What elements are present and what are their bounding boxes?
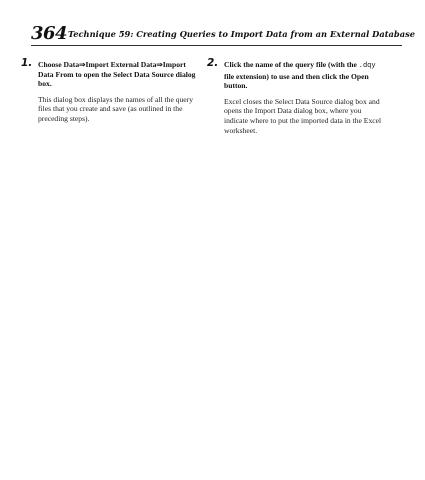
step-body: Excel closes the Select Data Source dialog box and opens the Import Data dialog box, where you indicate where to put the imported data in the Excel worksheet. xyxy=(224,96,382,135)
running-title: Technique 59: Creating Queries to Import Data from an External Database xyxy=(68,29,416,39)
step-heading: Choose Data⇒Import External Data⇒Import Data From to open the Select Data Source dialog box. xyxy=(38,60,196,89)
file-extension-code: .dqy xyxy=(358,62,376,70)
step-heading xyxy=(224,60,387,91)
step-body: This dialog box displays the names of all the query files that you create and save (as outlined in the preceding steps). xyxy=(38,94,194,123)
heading-text: Click the name of the query file (with the xyxy=(224,60,359,69)
page-header xyxy=(31,23,416,44)
step-number: 1. xyxy=(21,57,33,69)
step-number: 2. xyxy=(207,57,219,69)
step-2 xyxy=(207,57,387,135)
step-1 xyxy=(21,57,201,124)
header-rule xyxy=(31,45,402,46)
page-number: 364 xyxy=(31,23,68,44)
heading-text: file extension) to use and then click the Open button. xyxy=(224,71,369,91)
